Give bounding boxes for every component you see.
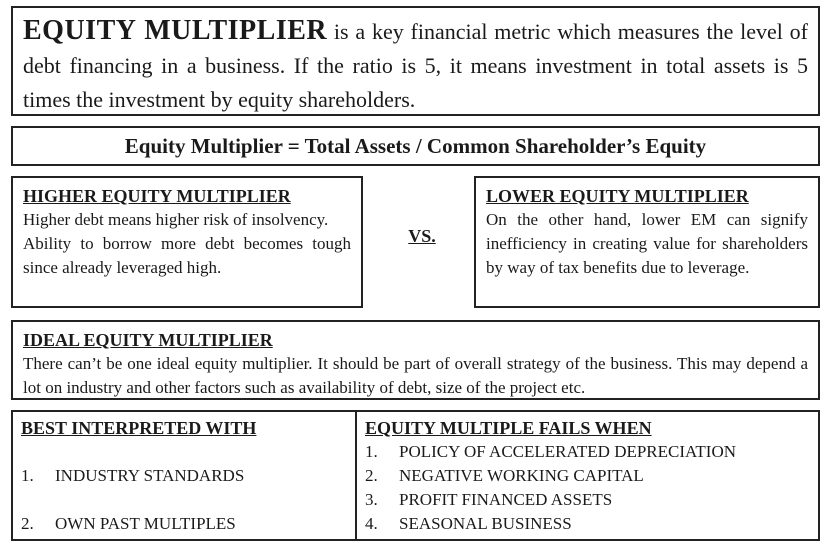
- list-item-number: 1.: [21, 466, 34, 485]
- lower-em-heading: LOWER EQUITY MULTIPLIER: [486, 186, 749, 206]
- best-interpreted-heading: BEST INTERPRETED WITH: [21, 418, 257, 438]
- list-item: [365, 464, 815, 488]
- formula-text: Equity Multiplier = Total Assets / Common Shareholder’s Equity: [124, 134, 707, 158]
- best-interpreted-column: [21, 416, 349, 536]
- lower-em-text: On the other hand, lower EM can signify inefficiency in creating value for shareholders by way of tax benefits due to leverage.: [486, 210, 808, 277]
- list-item-text: POLICY OF ACCELERATED DEPRECIATION: [399, 442, 737, 461]
- higher-em-line-2: Ability to borrow more debt becomes tough since already leveraged high.: [23, 234, 351, 277]
- intro-box: [11, 6, 820, 116]
- higher-em-line-1: Higher debt means higher risk of insolvency.: [23, 210, 329, 229]
- list-item: [21, 464, 349, 488]
- fails-when-heading: EQUITY MULTIPLE FAILS WHEN: [365, 418, 652, 438]
- fails-when-column: [365, 416, 815, 536]
- vs-label: VS.: [408, 226, 436, 246]
- list-item-number: 3.: [365, 490, 378, 509]
- column-divider: [355, 412, 357, 539]
- list-item: [365, 440, 815, 464]
- formula-box: [11, 126, 820, 166]
- higher-em-heading: HIGHER EQUITY MULTIPLIER: [23, 186, 291, 206]
- list-item-number: 2.: [21, 514, 34, 533]
- list-item-text: INDUSTRY STANDARDS: [55, 466, 245, 485]
- higher-em-box: [11, 176, 363, 308]
- list-item: [365, 488, 815, 512]
- list-item-number: 1.: [365, 442, 378, 461]
- intro-text: is a key financial metric which measures the level of debt financing in a business. If the ratio is 5, it means investment in total assets is 5 times the investment by equity shareholders.: [23, 19, 808, 112]
- list-item-text: SEASONAL BUSINESS: [399, 514, 572, 533]
- ideal-em-box: [11, 320, 820, 400]
- ideal-em-heading: IDEAL EQUITY MULTIPLIER: [23, 330, 273, 350]
- list-item-number: 2.: [365, 466, 378, 485]
- list-item-text: PROFIT FINANCED ASSETS: [399, 490, 613, 509]
- list-item-number: 4.: [365, 514, 378, 533]
- list-item: [365, 512, 815, 536]
- term-title: EQUITY MULTIPLIER: [23, 15, 328, 46]
- ideal-em-text: There can’t be one ideal equity multiplier. It should be part of overall strategy of the business. This may depend a lot on industry and other factors such as availability of debt, size of the project etc.: [23, 354, 808, 397]
- intro-paragraph: [23, 14, 808, 117]
- list-item: [21, 512, 349, 536]
- list-item-text: NEGATIVE WORKING CAPITAL: [399, 466, 644, 485]
- list-item-text: OWN PAST MULTIPLES: [55, 514, 236, 533]
- lower-em-box: [474, 176, 820, 308]
- bottom-table: [11, 410, 820, 541]
